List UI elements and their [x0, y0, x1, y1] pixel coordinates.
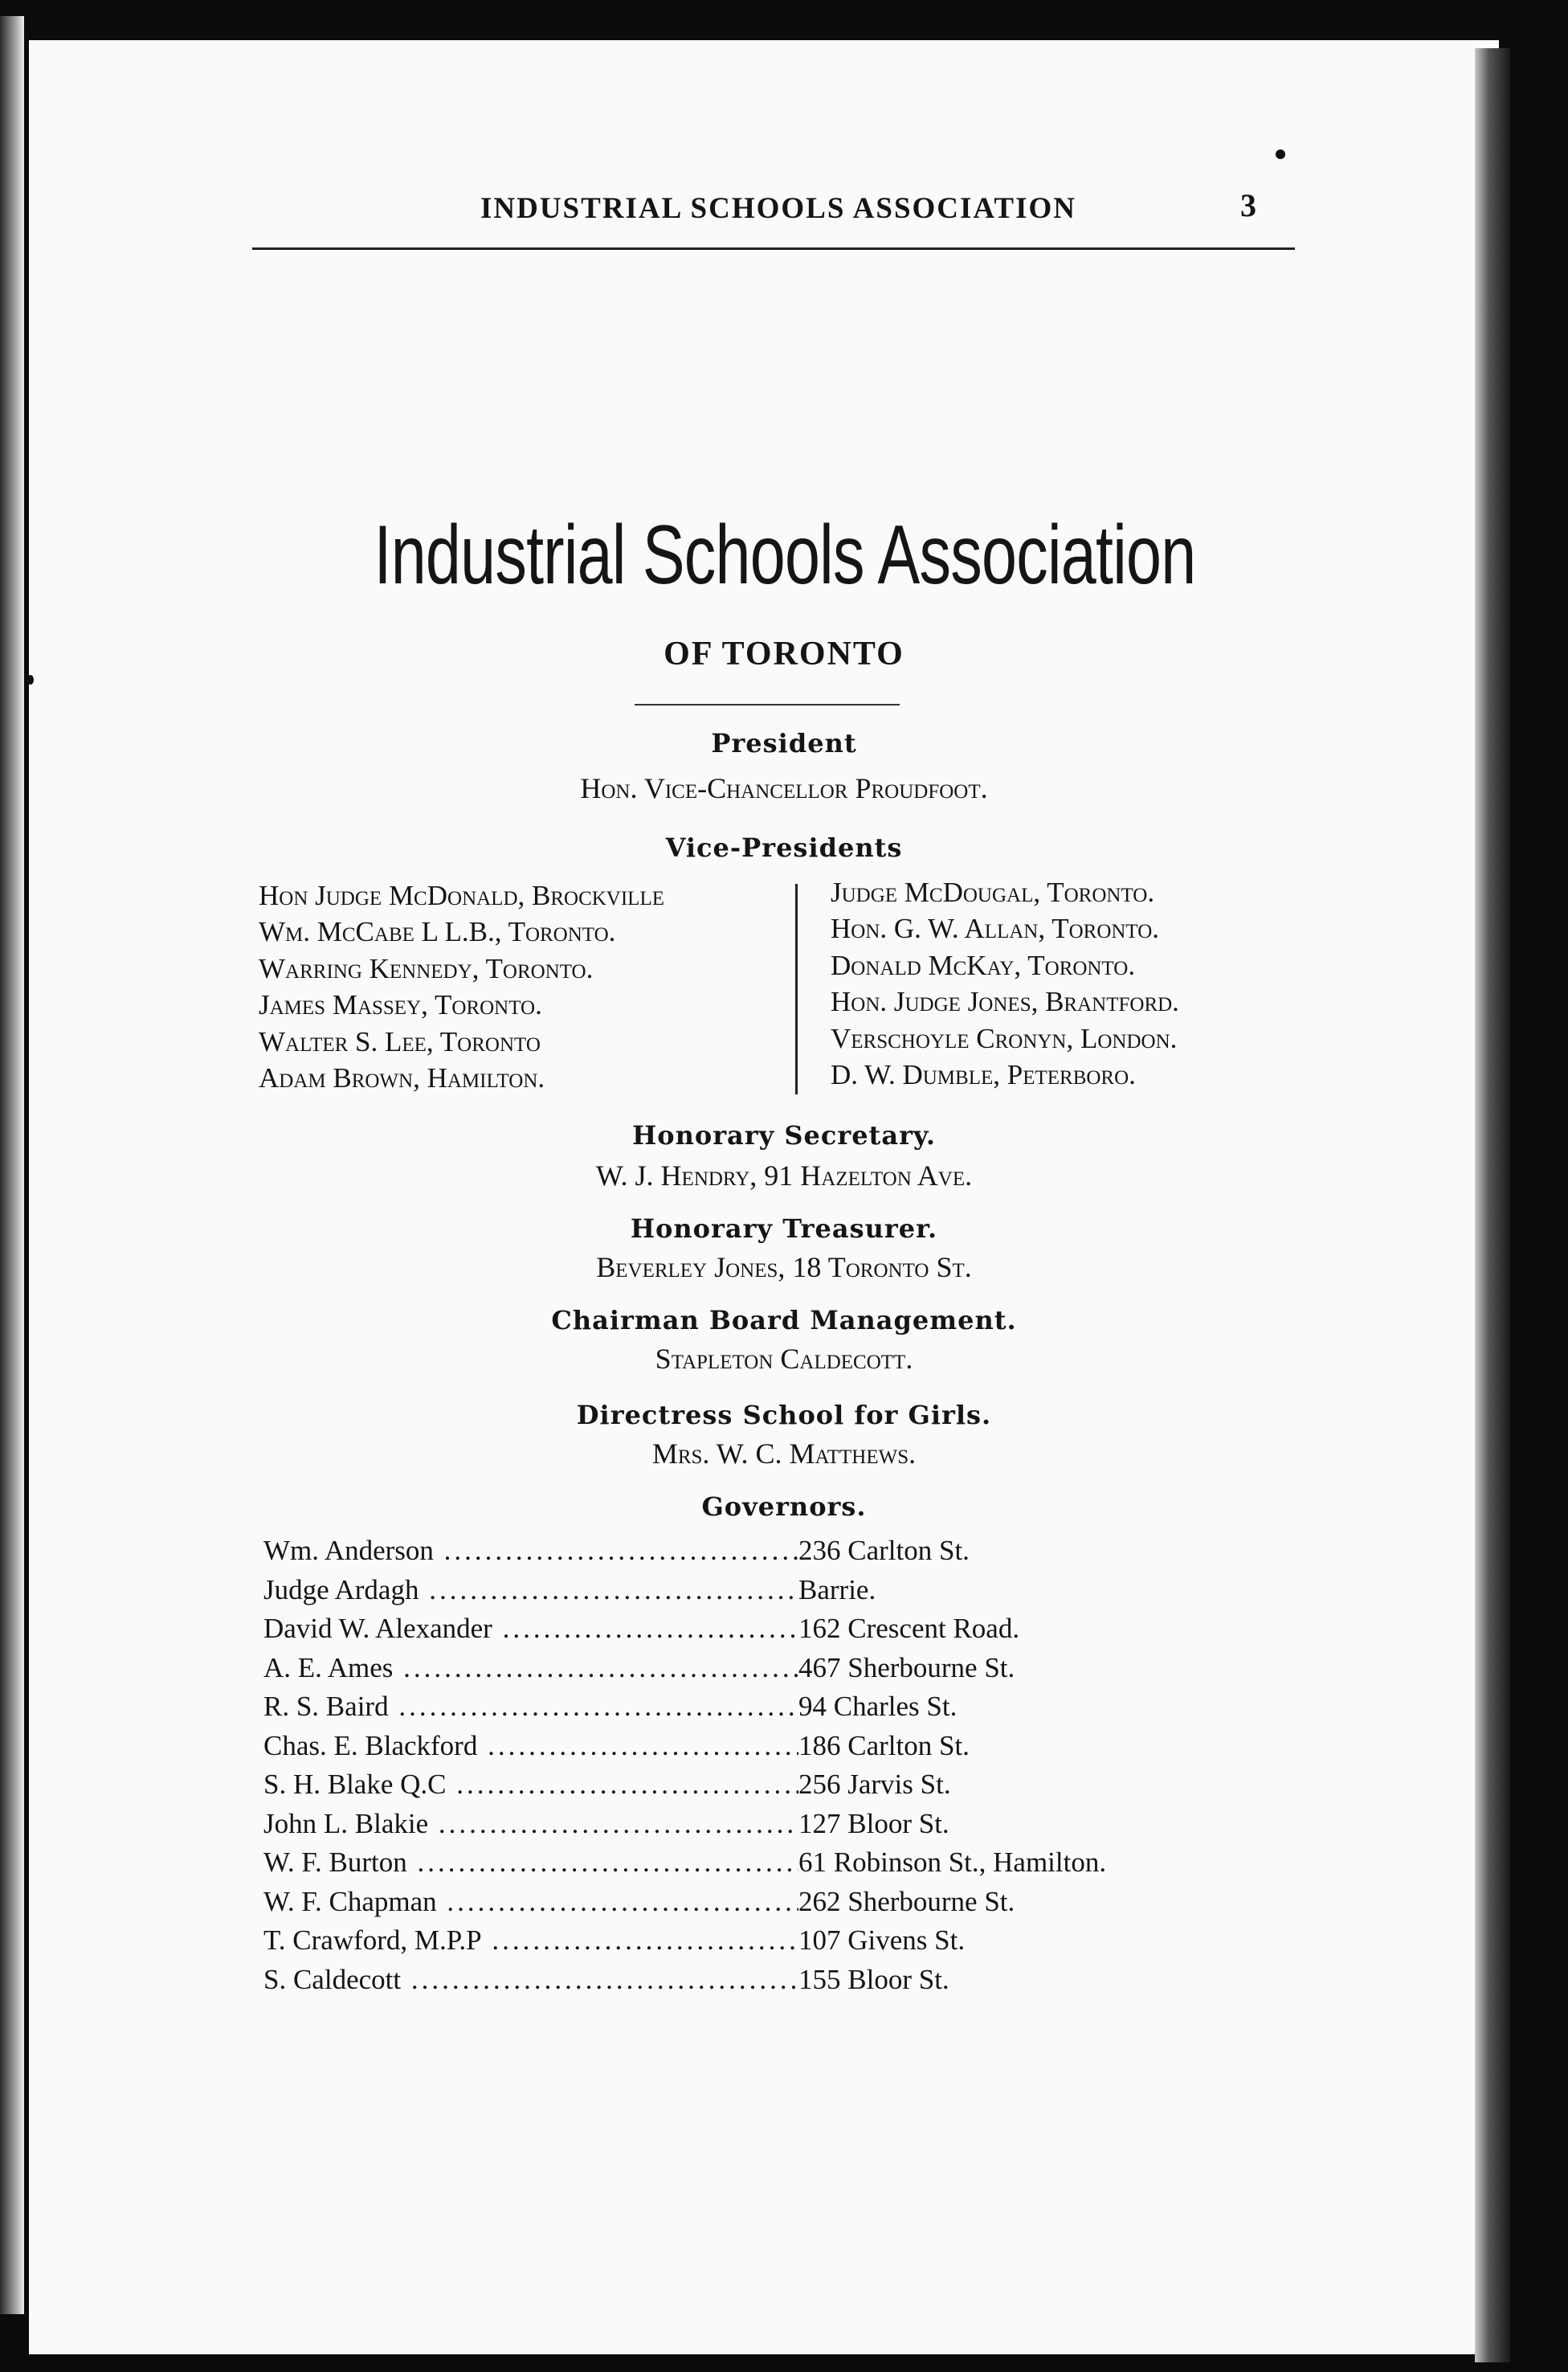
list-item — [263, 1921, 1106, 1961]
governor-address: 236 Carlton St. — [798, 1535, 970, 1567]
governor-address: Barrie. — [798, 1573, 876, 1605]
governor-address: 107 Givens St. — [798, 1924, 966, 1957]
page-subtitle: OF TORONTO — [664, 636, 904, 673]
list-item — [263, 1687, 1106, 1727]
governor-address: 61 Robinson St., Hamilton. — [798, 1846, 1107, 1879]
vice-president-entry: Adam Brown, Hamilton. — [259, 1062, 545, 1094]
governor-name: Judge Ardagh ..... — [263, 1574, 798, 1606]
list-item — [263, 1961, 1106, 2000]
governor-address: 127 Bloor St. — [798, 1807, 949, 1839]
vice-president-entry: Warring Kennedy, Toronto. — [259, 952, 594, 984]
governor-name: T. Crawford, M.P.P ..... — [263, 1924, 798, 1957]
vice-president-entry: James Massey, Toronto. — [259, 989, 542, 1021]
governor-name: W. F. Burton ..... — [263, 1846, 798, 1879]
governor-address: 155 Bloor St. — [798, 1963, 949, 1995]
vice-president-entry: D. W. Dumble, Peterboro. — [831, 1059, 1136, 1091]
vice-president-entry: Hon. Judge Jones, Brantford. — [831, 986, 1179, 1018]
vice-president-entry: Wm. McCabe L L.B., Toronto. — [259, 916, 616, 948]
vice-president-entry: Verschoyle Cronyn, London. — [831, 1022, 1178, 1054]
president-name: Hon. Vice-Chancellor Proudfoot. — [580, 772, 988, 804]
ink-speck — [1276, 149, 1285, 159]
list-item — [263, 1843, 1106, 1883]
vice-president-entry: Donald McKay, Toronto. — [831, 949, 1136, 981]
president-heading: President — [711, 728, 857, 759]
governor-address: 262 Sherbourne St. — [798, 1885, 1015, 1917]
list-item — [263, 1883, 1106, 1922]
ink-speck — [27, 675, 34, 685]
governor-address: 94 Charles St. — [798, 1691, 958, 1723]
governor-name: John L. Blakie ..... — [263, 1808, 798, 1840]
governor-address: 467 Sherbourne St. — [798, 1651, 1015, 1683]
governor-address: 186 Carlton St. — [798, 1729, 970, 1761]
title-rule — [635, 704, 900, 705]
governors-list — [263, 1532, 1106, 1999]
list-item — [263, 1571, 1106, 1610]
governor-name: A. E. Ames ..... — [263, 1652, 798, 1684]
list-item — [263, 1609, 1106, 1649]
vice-presidents-heading: Vice-Presidents — [665, 832, 903, 863]
governors-heading: Governors. — [701, 1491, 867, 1522]
list-item — [263, 1727, 1106, 1766]
honorary-secretary-heading: Honorary Secretary. — [632, 1120, 936, 1151]
directress-heading: Directress School for Girls. — [576, 1400, 992, 1430]
header-rule — [252, 247, 1295, 250]
honorary-secretary-name: W. J. Hendry, 91 Hazelton Ave. — [595, 1159, 973, 1192]
governor-name: S. Caldecott ..... — [263, 1964, 798, 1996]
vice-president-entry: Walter S. Lee, Toronto — [259, 1025, 541, 1057]
governor-name: David W. Alexander ..... — [263, 1613, 798, 1645]
column-divider — [795, 884, 798, 1094]
vice-presidents-right-column — [831, 874, 1179, 1093]
list-item — [263, 1765, 1106, 1805]
chairman-heading: Chairman Board Management. — [551, 1305, 1017, 1335]
honorary-treasurer-name: Beverley Jones, 18 Toronto St. — [596, 1251, 972, 1283]
list-item — [263, 1805, 1106, 1844]
honorary-treasurer-heading: Honorary Treasurer. — [630, 1213, 938, 1244]
vice-president-entry: Hon. G. W. Allan, Toronto. — [831, 913, 1160, 945]
page-title: Industrial Schools Association — [374, 509, 1196, 602]
directress-name: Mrs. W. C. Matthews. — [651, 1438, 917, 1470]
governor-name: W. F. Chapman ..... — [263, 1886, 798, 1918]
book-page — [29, 40, 1499, 2354]
governor-name: Wm. Anderson ..... — [263, 1535, 798, 1567]
list-item — [263, 1649, 1106, 1688]
page-right-edge — [1475, 48, 1510, 2362]
governor-address: 162 Crescent Road. — [798, 1613, 1020, 1645]
governor-name: R. S. Baird ..... — [263, 1691, 798, 1723]
running-head: INDUSTRIAL SCHOOLS ASSOCIATION — [480, 192, 1076, 225]
governor-name: Chas. E. Blackford ..... — [263, 1730, 798, 1762]
vice-president-entry: Hon Judge McDonald, Brockville — [259, 880, 664, 911]
governor-address: 256 Jarvis St. — [798, 1769, 951, 1801]
chairman-name: Stapleton Caldecott. — [655, 1343, 913, 1375]
page-number: 3 — [1240, 187, 1256, 223]
governor-name: S. H. Blake Q.C ..... — [263, 1769, 798, 1801]
list-item — [263, 1532, 1106, 1571]
vice-presidents-left-column — [259, 877, 664, 1096]
vice-president-entry: Judge McDougal, Toronto. — [831, 877, 1155, 908]
